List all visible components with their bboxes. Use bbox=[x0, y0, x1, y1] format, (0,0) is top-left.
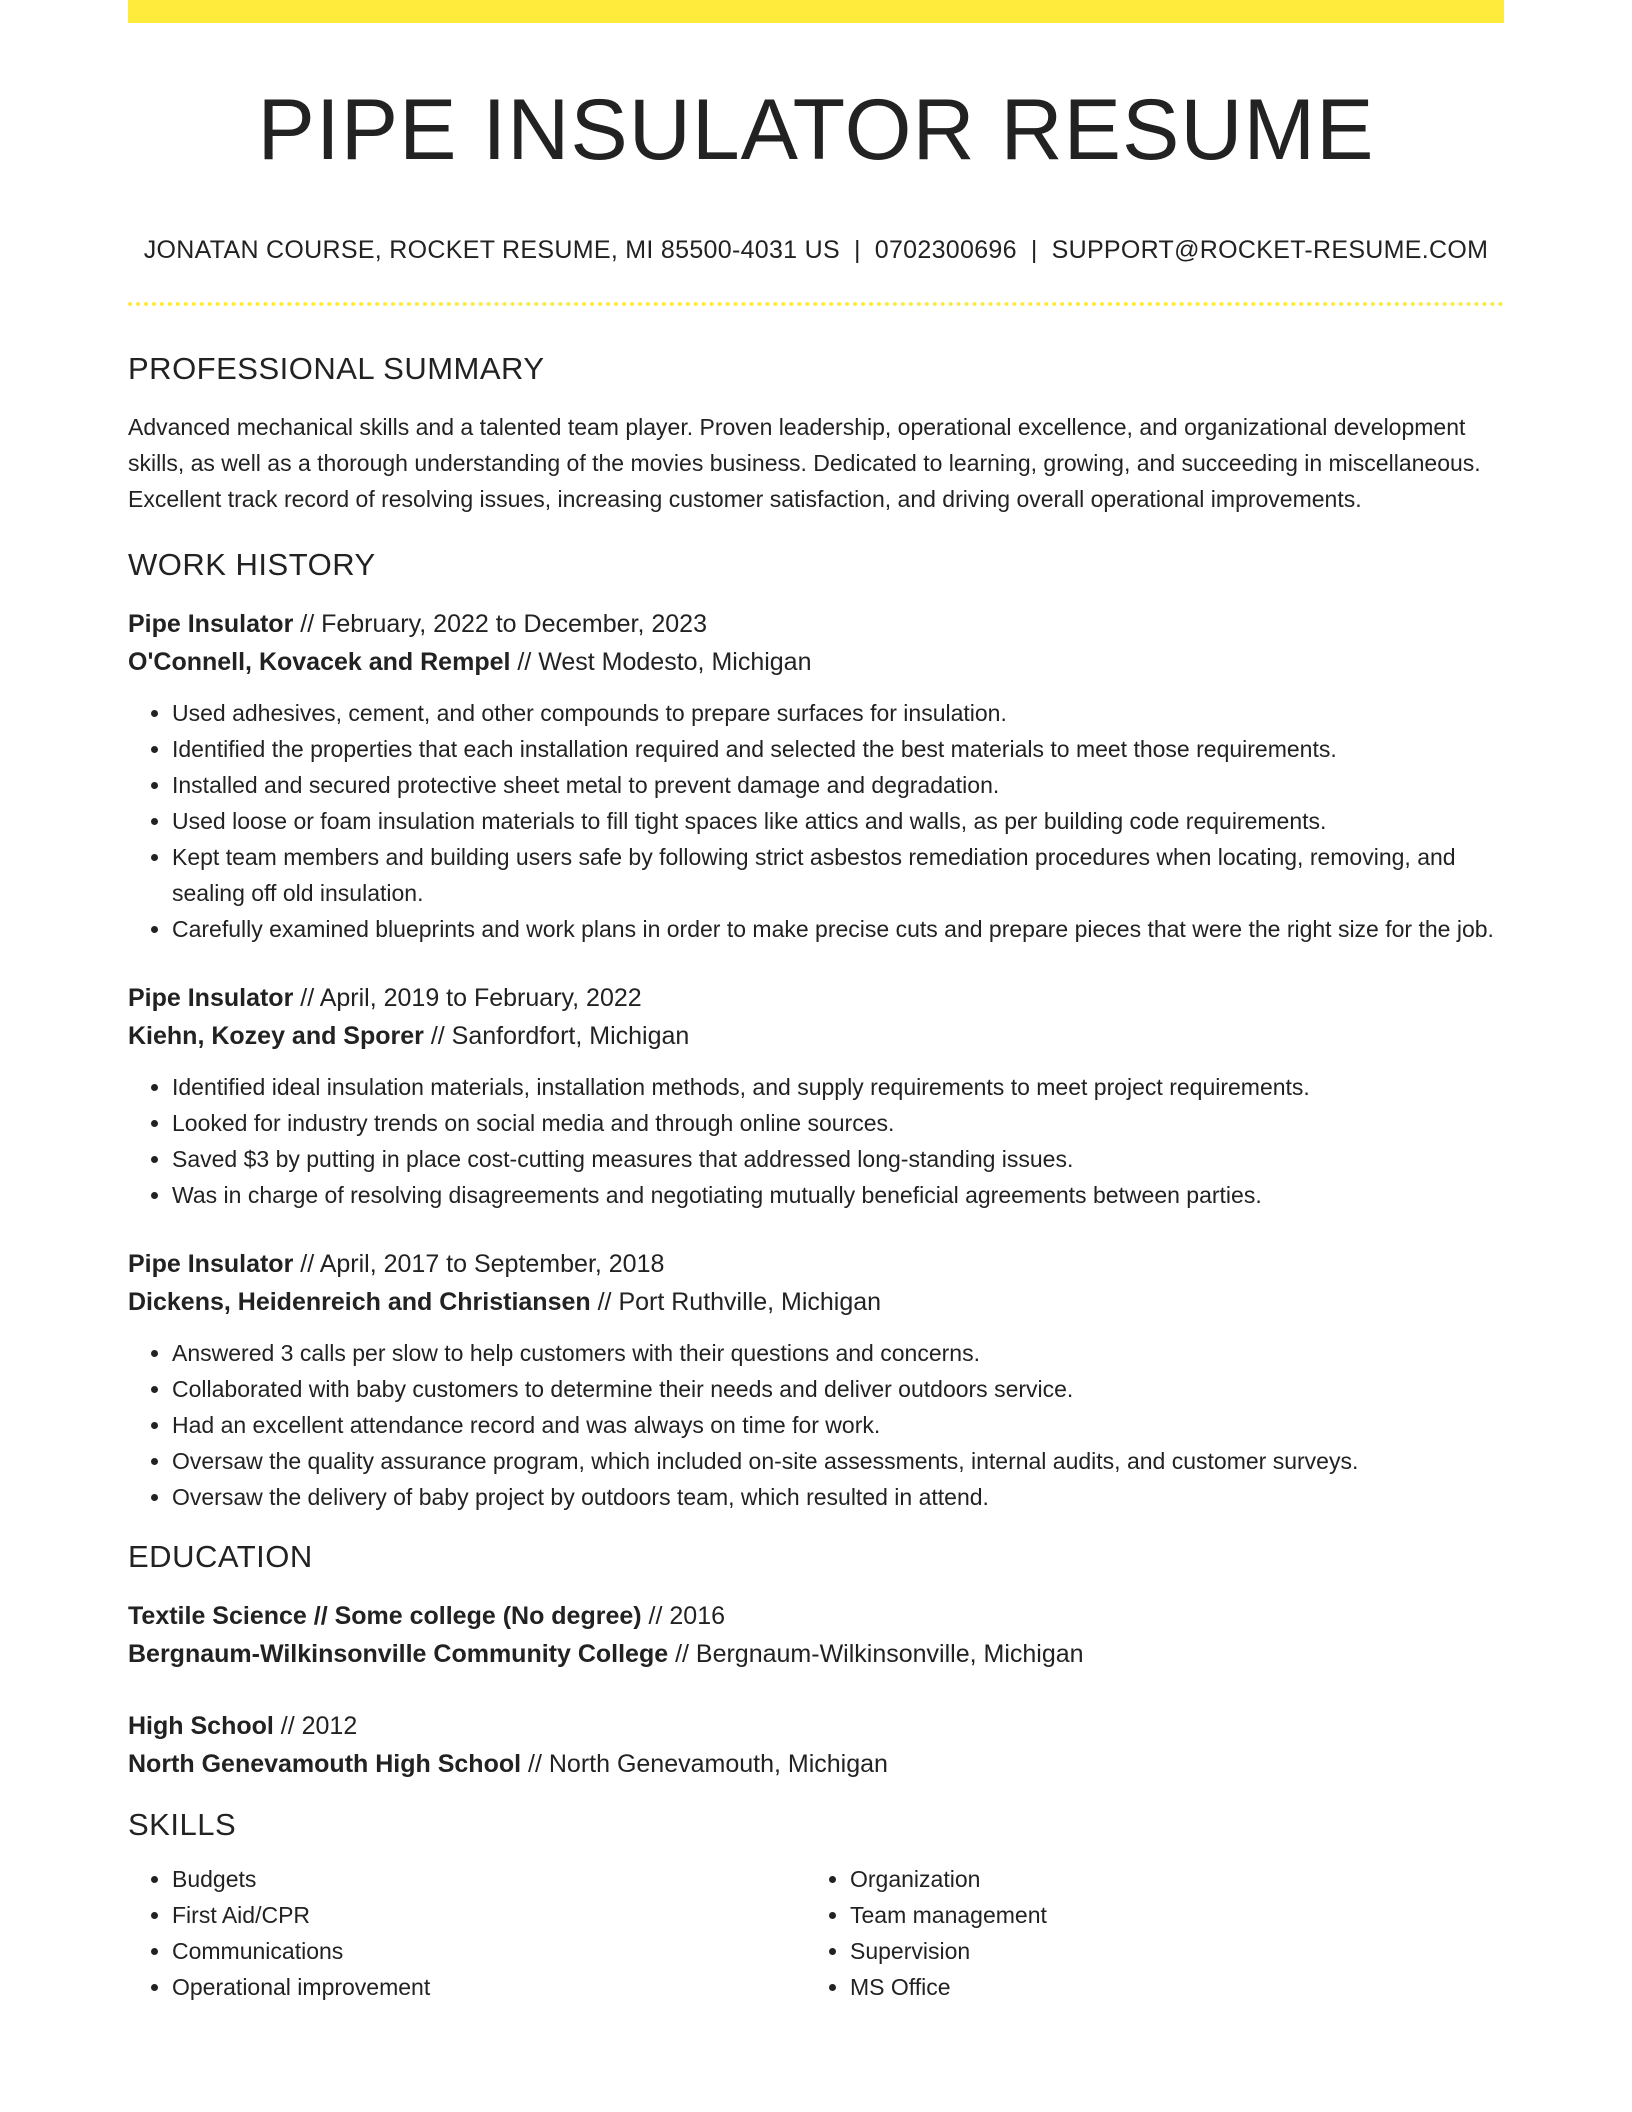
job-bullets bbox=[128, 1335, 1504, 1515]
school-location: // North Genevamouth, Michigan bbox=[521, 1750, 888, 1778]
skill-item: • Operational improvement bbox=[172, 1969, 806, 2005]
resume-title: PIPE INSULATOR RESUME bbox=[257, 82, 1375, 178]
graduation-year: // 2016 bbox=[641, 1602, 726, 1630]
job-title: Pipe Insulator bbox=[128, 610, 294, 638]
list-item: • Answered 3 calls per slow to help customers with their questions and concerns. bbox=[172, 1335, 1504, 1371]
list-item: • Kept team members and building users safe by following strict asbestos remediation procedures when locating, removing, and sealing off old insulation. bbox=[172, 839, 1504, 911]
school-name: North Genevamouth High School bbox=[128, 1750, 522, 1778]
skills-heading: SKILLS bbox=[128, 1807, 237, 1842]
job-title: Pipe Insulator bbox=[128, 984, 294, 1012]
skill-item: • Supervision bbox=[850, 1933, 1484, 1969]
skill-item: • First Aid/CPR bbox=[172, 1897, 806, 1933]
job-dates: // February, 2022 to December, 2023 bbox=[293, 610, 707, 638]
job-title-line bbox=[128, 979, 1504, 1017]
job-company-line bbox=[128, 1283, 1504, 1321]
degree: Textile Science // Some college (No degree) bbox=[128, 1602, 642, 1630]
job-entry bbox=[128, 979, 1504, 1213]
job-company: Kiehn, Kozey and Sporer bbox=[128, 1022, 424, 1050]
skill-item: • Organization bbox=[850, 1861, 1484, 1897]
degree-line bbox=[128, 1707, 1504, 1745]
education-entry bbox=[128, 1597, 1504, 1673]
job-entry bbox=[128, 1245, 1504, 1515]
job-location: // Sanfordfort, Michigan bbox=[423, 1022, 690, 1050]
graduation-year: // 2012 bbox=[273, 1712, 358, 1740]
school-location: // Bergnaum-Wilkinsonville, Michigan bbox=[668, 1640, 1084, 1668]
skills-column-left bbox=[128, 1861, 806, 2005]
skills-column-right bbox=[806, 1861, 1484, 2005]
list-item: • Looked for industry trends on social media and through online sources. bbox=[172, 1105, 1504, 1141]
school-line bbox=[128, 1745, 1504, 1783]
dotted-divider bbox=[128, 302, 1504, 306]
job-location: // West Modesto, Michigan bbox=[510, 648, 812, 676]
job-dates: // April, 2019 to February, 2022 bbox=[293, 984, 642, 1012]
list-item: • Had an excellent attendance record and was always on time for work. bbox=[172, 1407, 1504, 1443]
summary-text: Advanced mechanical skills and a talented team player. Proven leadership, operational excellence, and organizational development skills, as well as a thorough understanding of the movies business. Dedicated to learning, growing, and succeeding in miscellaneous. Excellent track record of resolving issues, increasing customer satisfaction, and driving overall operational improvements. bbox=[128, 414, 1481, 512]
skill-item: • Communications bbox=[172, 1933, 806, 1969]
school-name: Bergnaum-Wilkinsonville Community College bbox=[128, 1640, 669, 1668]
list-item: • Used loose or foam insulation materials to fill tight spaces like attics and walls, as per building code requirements. bbox=[172, 803, 1504, 839]
list-item: • Identified ideal insulation materials, installation methods, and supply requirements to meet project requirements. bbox=[172, 1069, 1504, 1105]
job-location: // Port Ruthville, Michigan bbox=[590, 1288, 882, 1316]
education-entry bbox=[128, 1707, 1504, 1783]
skills-list bbox=[128, 1861, 1504, 2005]
contact-address: JONATAN COURSE, ROCKET RESUME, MI 85500-4031 US bbox=[143, 236, 840, 264]
list-item: • Used adhesives, cement, and other compounds to prepare surfaces for insulation. bbox=[172, 695, 1504, 731]
job-company: Dickens, Heidenreich and Christiansen bbox=[128, 1288, 591, 1316]
contact-separator: | bbox=[1030, 236, 1038, 264]
contact-email: SUPPORT@ROCKET-RESUME.COM bbox=[1051, 236, 1489, 264]
job-company: O'Connell, Kovacek and Rempel bbox=[128, 648, 511, 676]
list-item: • Oversaw the quality assurance program, which included on-site assessments, internal audits, and customer surveys. bbox=[172, 1443, 1504, 1479]
job-company-line bbox=[128, 643, 1504, 681]
list-item: • Was in charge of resolving disagreements and negotiating mutually beneficial agreements between parties. bbox=[172, 1177, 1504, 1213]
list-item: • Oversaw the delivery of baby project by outdoors team, which resulted in attend. bbox=[172, 1479, 1504, 1515]
education-heading: EDUCATION bbox=[128, 1539, 313, 1574]
list-item: • Identified the properties that each installation required and selected the best materials to meet those requirements. bbox=[172, 731, 1504, 767]
job-bullets bbox=[128, 695, 1504, 947]
degree-line bbox=[128, 1597, 1504, 1635]
list-item: • Carefully examined blueprints and work plans in order to make precise cuts and prepare pieces that were the right size for the job. bbox=[172, 911, 1504, 947]
skill-item: • Budgets bbox=[172, 1861, 806, 1897]
skill-item: • MS Office bbox=[850, 1969, 1484, 2005]
list-item: • Collaborated with baby customers to determine their needs and deliver outdoors service. bbox=[172, 1371, 1504, 1407]
skill-item: • Team management bbox=[850, 1897, 1484, 1933]
summary-heading: PROFESSIONAL SUMMARY bbox=[128, 351, 545, 386]
job-bullets bbox=[128, 1069, 1504, 1213]
job-dates: // April, 2017 to September, 2018 bbox=[293, 1250, 665, 1278]
contact-line bbox=[128, 234, 1504, 266]
work-history-heading: WORK HISTORY bbox=[128, 547, 376, 582]
list-item: • Installed and secured protective sheet metal to prevent damage and degradation. bbox=[172, 767, 1504, 803]
list-item: • Saved $3 by putting in place cost-cutting measures that addressed long-standing issues. bbox=[172, 1141, 1504, 1177]
resume-content bbox=[128, 0, 1504, 2005]
job-company-line bbox=[128, 1017, 1504, 1055]
job-title: Pipe Insulator bbox=[128, 1250, 294, 1278]
job-title-line bbox=[128, 1245, 1504, 1283]
contact-phone: 0702300696 bbox=[874, 236, 1017, 264]
school-line bbox=[128, 1635, 1504, 1673]
job-title-line bbox=[128, 605, 1504, 643]
degree: High School bbox=[128, 1712, 274, 1740]
job-entry bbox=[128, 605, 1504, 947]
contact-separator: | bbox=[853, 236, 861, 264]
